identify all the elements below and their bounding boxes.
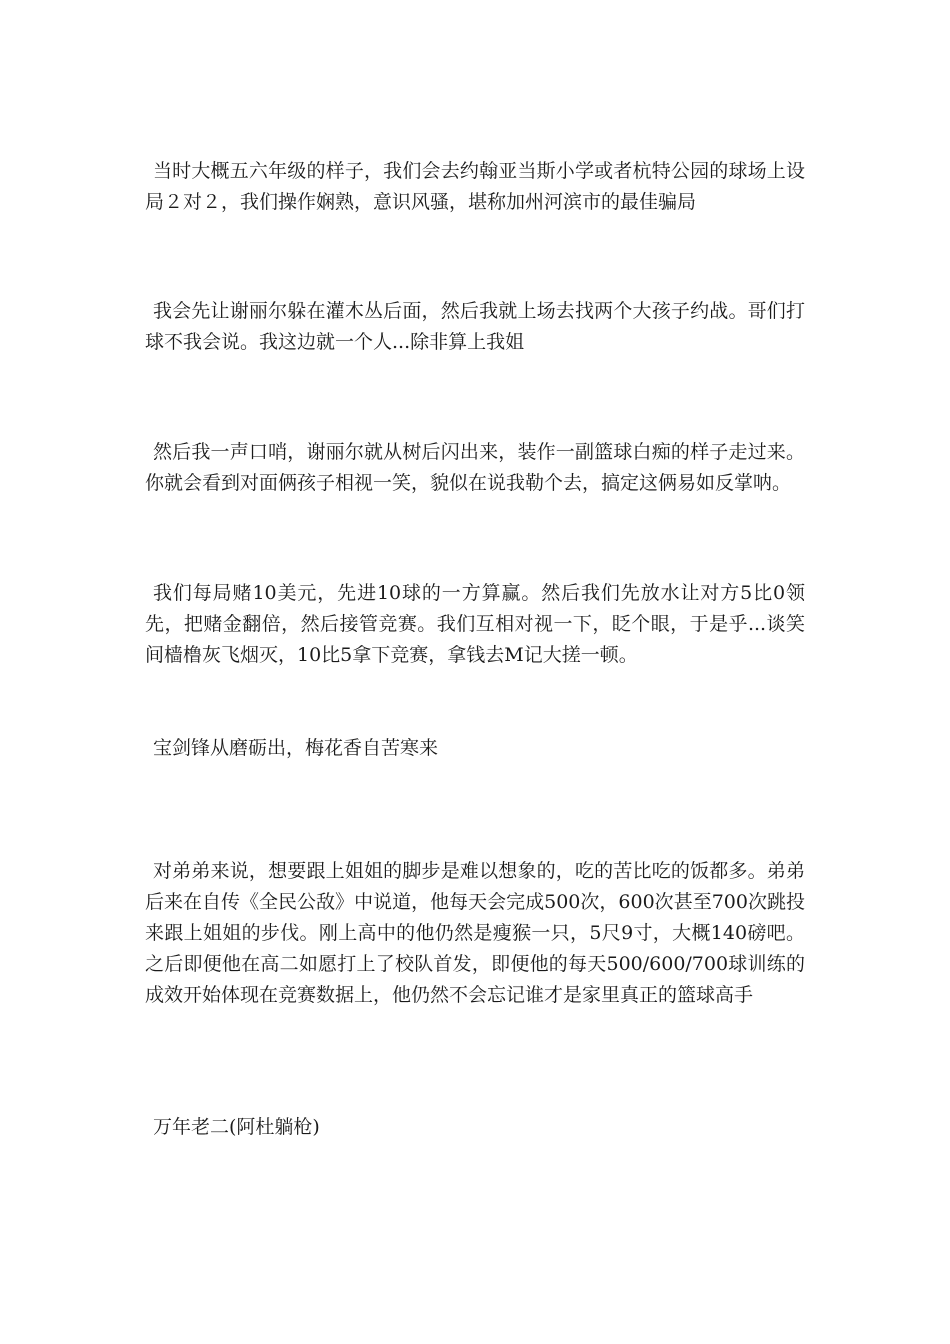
paragraph-street-hustle: 当时大概五六年级的样子，我们会去约翰亚当斯小学或者杭特公园的球场上设局２对２，我们操作娴熟，意识风骚，堪称加州河滨市的最佳骗局	[145, 160, 805, 213]
paragraph-proverb: 宝剑锋从磨砺出，梅花香自苦寒来	[153, 737, 439, 759]
paragraph-brother-training: 对弟弟来说，想要跟上姐姐的脚步是难以想象的，吃的苦比吃的饭都多。弟弟后来在自传《全民公敌》中说道，他每天会完成500次，600次甚至700次跳投来跟上姐姐的步伐。刚上高中的他仍然是瘦猴一只，5尺9寸，大概140磅吧。之后即便他在高二如愿打上了校队首发，即便他的每天500/600/700球训练的成效开始体现在竞赛数据上，他仍然不会忘记谁才是家里真正的篮球高手	[145, 860, 805, 1006]
paragraph-whistle: 然后我一声口哨，谢丽尔就从树后闪出来，装作一副篮球白痴的样子走过来。你就会看到对面俩孩子相视一笑，貌似在说我勒个去，搞定这俩易如反掌呐。	[145, 441, 805, 494]
paragraph-section-heading: 万年老二(阿杜躺枪)	[153, 1116, 320, 1138]
paragraph-bet: 我们每局赌10美元，先进10球的一方算赢。然后我们先放水让对方5比0领先，把赌金翻倍，然后接管竞赛。我们互相对视一下，眨个眼，于是乎...谈笑间樯橹灰飞烟灭，10比5拿下竞赛，拿钱去M记大搓一顿。	[145, 582, 805, 666]
paragraph-hiding-sister: 我会先让谢丽尔躲在灌木丛后面，然后我就上场去找两个大孩子约战。哥们打球不我会说。我这边就一个人...除非算上我姐	[145, 300, 805, 353]
